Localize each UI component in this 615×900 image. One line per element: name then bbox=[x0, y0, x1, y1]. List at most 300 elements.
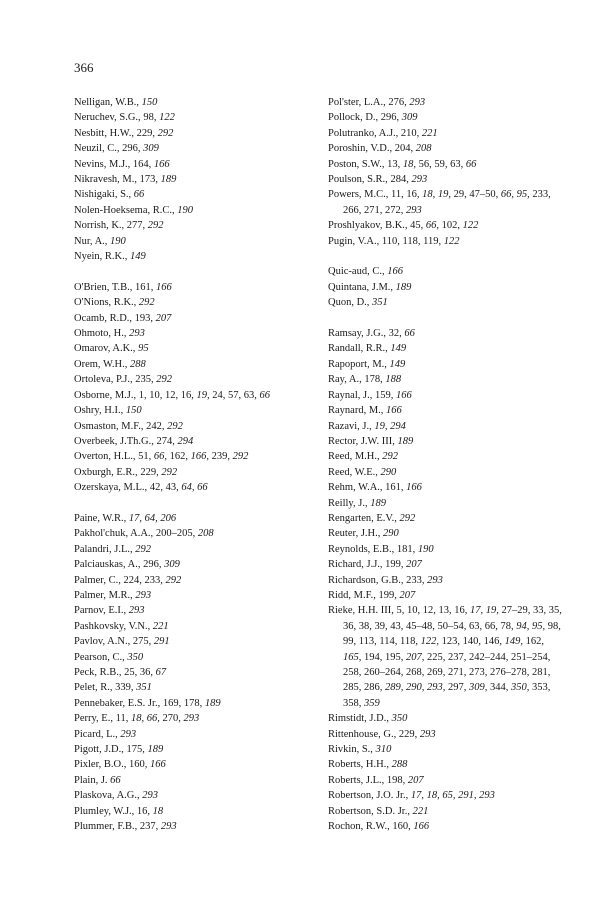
page-ref-italic: 292 bbox=[161, 466, 178, 478]
author-name: Pixler, B.O., bbox=[74, 759, 127, 771]
page-ref: 110, 118, 119, bbox=[381, 235, 442, 247]
index-entry bbox=[74, 680, 302, 695]
page-ref-italic: 190 bbox=[177, 204, 193, 216]
page-ref-italic: 18, bbox=[402, 158, 417, 170]
author-name: Neuzil, C., bbox=[74, 143, 120, 155]
page-ref-italic: 166 bbox=[413, 821, 430, 833]
page-ref: 123, 140, 146, bbox=[441, 636, 502, 648]
index-entry bbox=[74, 742, 302, 757]
page-ref-italic: 18, bbox=[130, 713, 145, 725]
index-entry bbox=[328, 496, 564, 511]
index-entry bbox=[74, 542, 302, 557]
page-ref: 98, 99, 113, 114, 118, bbox=[343, 620, 561, 648]
author-name: Oshry, H.I., bbox=[74, 405, 124, 417]
author-name: Plain, J. bbox=[74, 774, 108, 786]
author-name: Nyein, R.K., bbox=[74, 251, 128, 263]
page-ref-italic: 309 bbox=[401, 112, 418, 124]
page-ref: 25, 36, bbox=[124, 667, 154, 678]
page-ref: 51, bbox=[138, 451, 152, 463]
page-ref-italic: 292 bbox=[135, 543, 151, 555]
author-name: Rittenhouse, G., bbox=[328, 728, 397, 740]
index-entry bbox=[328, 126, 564, 141]
author-name: Quic-aud, C., bbox=[328, 266, 385, 278]
page-ref-italic: 166 bbox=[395, 389, 412, 401]
author-name: Polutranko, A.J., bbox=[328, 127, 399, 139]
page-ref-italic: 188 bbox=[385, 374, 402, 386]
author-name: Nevins, M.J., bbox=[74, 158, 131, 170]
index-entry bbox=[328, 557, 564, 572]
index-entry bbox=[328, 542, 564, 557]
index-entry bbox=[74, 634, 302, 649]
author-name: Reilly, J., bbox=[328, 497, 368, 509]
index-entry bbox=[328, 357, 564, 372]
index-entry bbox=[74, 403, 302, 418]
index-entry bbox=[74, 172, 302, 187]
author-name: Reed, W.E., bbox=[328, 466, 378, 478]
index-entry bbox=[74, 819, 302, 834]
index-entry bbox=[74, 557, 302, 572]
page-ref-italic: 189 bbox=[370, 497, 386, 509]
index-entry bbox=[328, 187, 564, 218]
page-ref: 199, bbox=[385, 559, 404, 571]
author-name: Reed, M.H., bbox=[328, 451, 380, 463]
index-entry bbox=[74, 218, 302, 233]
page-ref-italic: 293 bbox=[409, 97, 426, 108]
index-entry bbox=[74, 357, 302, 372]
author-name: Plummer, F.B., bbox=[74, 821, 138, 833]
page-ref-italic: 292 bbox=[165, 574, 182, 586]
page-ref-italic: 310 bbox=[375, 744, 392, 756]
page-ref-italic: 66, bbox=[153, 451, 168, 463]
section-gap bbox=[74, 496, 302, 511]
page-ref-italic: 189 bbox=[397, 435, 414, 447]
index-entry bbox=[74, 773, 302, 788]
author-name: Nikravesh, M., bbox=[74, 174, 137, 186]
index-entry bbox=[74, 295, 302, 310]
page-ref: 233, 266, 271, 272, bbox=[343, 189, 551, 216]
author-name: Raynard, M., bbox=[328, 405, 384, 417]
page-ref: 353, 358, bbox=[343, 682, 551, 709]
page-ref-italic: 95 bbox=[138, 343, 149, 355]
index-entry bbox=[328, 264, 564, 279]
page-ref-italic: 292 bbox=[138, 297, 155, 309]
page-ref: 277, bbox=[126, 220, 146, 232]
index-entry bbox=[74, 711, 302, 726]
index-entry bbox=[74, 157, 302, 172]
page-ref-italic: 17, 64, bbox=[128, 512, 158, 524]
page-ref-italic: 309 bbox=[143, 143, 159, 155]
page-ref-italic: 66, bbox=[146, 713, 160, 725]
index-entry bbox=[74, 588, 302, 603]
author-name: Overton, H.L., bbox=[74, 451, 136, 463]
author-name: Pennebaker, E.S. Jr., bbox=[74, 697, 161, 709]
page-ref: 237, bbox=[139, 821, 159, 833]
page-ref-italic: 292 bbox=[167, 420, 183, 432]
page-ref-italic: 293 bbox=[183, 713, 200, 725]
index-entry bbox=[328, 434, 564, 449]
author-name: Ortoleva, P.J., bbox=[74, 374, 133, 386]
index-entry bbox=[328, 757, 564, 772]
page-ref-italic: 350 bbox=[127, 651, 144, 663]
page-ref: 175, bbox=[126, 744, 145, 756]
page-ref: 161, bbox=[135, 281, 154, 293]
page-ref-italic: 207 bbox=[155, 312, 172, 324]
page-ref: 102, bbox=[441, 220, 461, 232]
page-ref-italic: 122 bbox=[159, 112, 175, 124]
author-name: Palmer, M.R., bbox=[74, 589, 133, 601]
index-entry bbox=[328, 295, 564, 310]
page-ref-italic: 293 bbox=[129, 328, 145, 340]
page-ref: 296, bbox=[380, 112, 400, 124]
author-name: Rengarten, E.V., bbox=[328, 512, 397, 524]
author-name: Ramsay, J.G., bbox=[328, 328, 386, 340]
page-ref-italic: 292 bbox=[232, 451, 249, 463]
page-ref-italic: 207 bbox=[399, 589, 416, 601]
index-entry bbox=[74, 110, 302, 125]
author-name: Pakhol'chuk, A.A., bbox=[74, 528, 154, 540]
index-entry bbox=[74, 650, 302, 665]
page-ref-italic: 294 bbox=[177, 435, 194, 447]
page-ref-italic: 207, bbox=[406, 651, 425, 663]
page-ref: 297, bbox=[448, 682, 467, 694]
index-entry bbox=[74, 234, 302, 249]
page-ref: 296, bbox=[143, 559, 162, 571]
page-ref-italic: 290 bbox=[383, 528, 399, 540]
index-entry bbox=[328, 773, 564, 788]
page-ref: 16, bbox=[136, 805, 151, 817]
index-entry bbox=[74, 573, 302, 588]
page-ref-italic: 64, 66 bbox=[181, 482, 208, 494]
page-ref-italic: 66 bbox=[259, 389, 270, 401]
index-entry bbox=[328, 465, 564, 480]
author-name: Parnov, E.I., bbox=[74, 605, 127, 617]
index-entry bbox=[328, 341, 564, 356]
page-ref: 27–29, 33, 35, 36, 38, 39, 43, 45–48, 50–54, 63, 66, 78, bbox=[343, 605, 562, 632]
page-ref-italic: 18 bbox=[152, 805, 164, 817]
page-ref-italic: 292 bbox=[157, 127, 174, 139]
index-entry bbox=[328, 819, 564, 834]
page-number: 366 bbox=[74, 60, 94, 75]
page-ref: 162, bbox=[525, 636, 544, 648]
page-ref: 229, bbox=[136, 127, 155, 139]
page-ref-italic: 122, bbox=[420, 636, 439, 648]
index-entry bbox=[74, 203, 302, 218]
page-ref-italic: 293 bbox=[142, 790, 158, 802]
author-name: Ridd, M.F., bbox=[328, 589, 376, 601]
author-name: O'Brien, T.B., bbox=[74, 281, 133, 293]
author-name: Nur, A., bbox=[74, 235, 108, 247]
index-entry bbox=[328, 388, 564, 403]
index-entry bbox=[328, 141, 564, 156]
section-gap bbox=[328, 311, 564, 326]
index-entry bbox=[74, 665, 302, 680]
page-ref-italic: 165, bbox=[343, 651, 362, 663]
index-entry bbox=[74, 757, 302, 772]
author-name: Randall, R.R., bbox=[328, 343, 388, 355]
page-ref-italic: 150 bbox=[125, 405, 142, 417]
page-ref-italic: 290 bbox=[380, 466, 397, 478]
page-ref: 270, bbox=[162, 713, 181, 725]
page-ref-italic: 293 bbox=[427, 574, 443, 586]
page-ref: 204, bbox=[394, 143, 414, 155]
index-entry bbox=[74, 727, 302, 742]
index-entry bbox=[74, 388, 302, 403]
author-name: Peck, R.B., bbox=[74, 667, 122, 678]
page-ref-italic: 208 bbox=[197, 528, 214, 540]
index-entry bbox=[328, 419, 564, 434]
index-entry bbox=[328, 234, 564, 249]
author-name: Ray, A., bbox=[328, 374, 362, 386]
page-ref-italic: 293 bbox=[120, 728, 137, 740]
page-ref-italic: 166 bbox=[153, 158, 170, 170]
author-name: Nelligan, W.B., bbox=[74, 97, 140, 108]
page-ref-italic: 359 bbox=[364, 697, 380, 709]
page-ref-italic: 206 bbox=[160, 512, 177, 524]
page-ref-italic: 292 bbox=[382, 451, 398, 463]
page-ref: 5, 10, 12, 13, 16, bbox=[396, 605, 468, 617]
index-entry bbox=[328, 511, 564, 526]
page-ref-italic: 288 bbox=[130, 358, 146, 370]
page-ref-italic: 149 bbox=[130, 251, 146, 263]
page-ref: 173, bbox=[139, 174, 158, 186]
page-ref-italic: 189 bbox=[160, 174, 177, 186]
page-ref-italic: 94, 95, bbox=[516, 620, 546, 632]
index-entry bbox=[74, 619, 302, 634]
author-name: Osmaston, M.F., bbox=[74, 420, 144, 432]
author-name: Nesbitt, H.W., bbox=[74, 127, 134, 139]
index-entry bbox=[328, 588, 564, 603]
page-ref: 45, bbox=[410, 220, 424, 232]
index-entry bbox=[328, 788, 564, 803]
author-name: Reuter, J.H., bbox=[328, 528, 381, 540]
page-ref: 242, bbox=[146, 420, 165, 432]
page-ref-italic: 288 bbox=[391, 759, 408, 771]
page-ref-italic: 292 bbox=[156, 374, 172, 386]
author-name: Ohmoto, H., bbox=[74, 328, 127, 340]
index-entry bbox=[74, 326, 302, 341]
author-name: Osborne, M.J., bbox=[74, 389, 137, 401]
page-ref: 239, bbox=[211, 451, 231, 463]
author-name: Rimstidt, J.D., bbox=[328, 713, 389, 725]
author-name: Pollock, D., bbox=[328, 112, 379, 124]
page-ref: 296, bbox=[122, 143, 141, 155]
index-entry bbox=[74, 419, 302, 434]
page-ref-italic: 17, 18, 65, 291, 293 bbox=[410, 790, 495, 802]
page-ref-italic: 149 bbox=[389, 358, 406, 370]
page-ref-italic: 208 bbox=[415, 143, 432, 155]
page-ref-italic: 67 bbox=[155, 667, 167, 678]
author-name: Pashkovsky, V.N., bbox=[74, 620, 151, 632]
author-name: Pavlov, A.N., bbox=[74, 636, 131, 648]
index-entry bbox=[74, 449, 302, 464]
author-name: Pigott, J.D., bbox=[74, 744, 124, 756]
page-ref: 32, bbox=[388, 328, 402, 340]
page-ref-italic: 19, 294 bbox=[374, 420, 406, 432]
page-ref-italic: 293 bbox=[419, 728, 436, 740]
page-ref-italic: 293 bbox=[128, 605, 145, 617]
page-ref: 275, bbox=[132, 636, 152, 648]
page-ref-italic: 207 bbox=[407, 774, 424, 786]
author-name: Nishigaki, S., bbox=[74, 189, 132, 201]
author-name: Paine, W.R., bbox=[74, 512, 127, 524]
index-entry bbox=[328, 172, 564, 187]
author-name: Richardson, G.B., bbox=[328, 574, 404, 586]
page-ref: 159, bbox=[374, 389, 394, 401]
author-name: Reynolds, E.B., bbox=[328, 543, 395, 555]
author-name: Plaskova, A.G., bbox=[74, 790, 140, 802]
page-ref-italic: 17, 19, bbox=[470, 605, 499, 617]
index-entry bbox=[74, 141, 302, 156]
page-ref-italic: 289, 290, 293, bbox=[385, 682, 446, 694]
page-ref: 224, 233, bbox=[123, 574, 163, 586]
index-entry bbox=[328, 603, 564, 711]
index-entry bbox=[328, 449, 564, 464]
page-ref-italic: 293 bbox=[135, 589, 152, 601]
page-ref-italic: 293 bbox=[406, 204, 422, 216]
page-ref: 194, 195, bbox=[364, 651, 404, 663]
index-entry bbox=[328, 480, 564, 495]
page-ref-italic: 351 bbox=[136, 682, 152, 694]
author-name: Norrish, K., bbox=[74, 220, 125, 232]
page-ref-italic: 150 bbox=[141, 97, 158, 108]
page-ref-italic: 166 bbox=[150, 759, 166, 771]
page-ref: 56, 59, 63, bbox=[418, 158, 464, 170]
index-entry bbox=[328, 326, 564, 341]
page-ref: 276, bbox=[388, 97, 407, 108]
author-name: Powers, M.C., bbox=[328, 189, 389, 201]
page-ref-italic: 166 bbox=[406, 482, 422, 494]
page-ref: 160, bbox=[392, 821, 411, 833]
page-ref: 210, bbox=[400, 127, 420, 139]
page-ref: 233, bbox=[406, 574, 425, 586]
author-name: Rector, J.W. III, bbox=[328, 435, 395, 447]
index-entry bbox=[74, 187, 302, 202]
page-ref-italic: 66 bbox=[133, 189, 145, 201]
author-name: Raynal, J., bbox=[328, 389, 373, 401]
page-ref-italic: 292 bbox=[147, 220, 164, 232]
page-ref: 274, bbox=[156, 435, 175, 447]
page-ref-italic: 166 bbox=[387, 266, 403, 278]
page-ref-italic: 207 bbox=[406, 559, 422, 571]
index-entry bbox=[328, 403, 564, 418]
index-entry bbox=[74, 341, 302, 356]
page-ref-italic: 66 bbox=[465, 158, 477, 170]
page-ref: 284, bbox=[390, 174, 409, 186]
page-ref: 344, bbox=[490, 682, 509, 694]
index-entry bbox=[328, 95, 564, 110]
author-name: O'Nions, R.K., bbox=[74, 297, 137, 309]
page-ref: 198, bbox=[386, 774, 406, 786]
index-column-right bbox=[328, 95, 564, 834]
page-ref-italic: 66 bbox=[110, 774, 121, 786]
page-ref-italic: 309, bbox=[469, 682, 488, 694]
page-ref-italic: 189 bbox=[204, 697, 221, 709]
page-ref-italic: 190 bbox=[110, 235, 126, 247]
author-name: Pearson, C., bbox=[74, 651, 125, 663]
index-entry bbox=[74, 434, 302, 449]
author-name: Poston, S.W., bbox=[328, 158, 385, 170]
author-name: Quon, D., bbox=[328, 297, 370, 309]
page-ref: 235, bbox=[135, 374, 154, 386]
author-name: Oxburgh, E.R., bbox=[74, 466, 138, 478]
index-entry bbox=[74, 804, 302, 819]
page-ref: 1, 10, 12, 16, bbox=[138, 389, 194, 401]
author-name: Robertson, J.O. Jr., bbox=[328, 790, 409, 802]
page-ref: 339, bbox=[115, 682, 134, 694]
page-ref: 24, 57, 63, bbox=[212, 389, 257, 401]
author-name: Picard, L., bbox=[74, 728, 118, 740]
page-ref-italic: 293 bbox=[160, 821, 177, 833]
author-name: Ocamb, R.D., bbox=[74, 312, 133, 324]
page-ref: 229, bbox=[140, 466, 159, 478]
author-name: Roberts, H.H., bbox=[328, 759, 389, 771]
index-entry bbox=[74, 372, 302, 387]
index-entry bbox=[328, 218, 564, 233]
author-name: Rochon, R.W., bbox=[328, 821, 390, 833]
page-ref-italic: 166 bbox=[386, 405, 402, 417]
page-ref-italic: 149 bbox=[390, 343, 407, 355]
index-entry bbox=[328, 711, 564, 726]
index-entry bbox=[74, 480, 302, 495]
index-entry bbox=[328, 157, 564, 172]
author-name: Rivkin, S., bbox=[328, 744, 373, 756]
page-ref: 162, bbox=[169, 451, 189, 463]
author-name: Pugin, V.A., bbox=[328, 235, 380, 247]
author-name: Overbeek, J.Th.G., bbox=[74, 435, 154, 447]
author-name: Nolen-Hoeksema, R.C., bbox=[74, 204, 175, 216]
page-ref-italic: 122 bbox=[443, 235, 460, 247]
author-name: Rieke, H.H. III, bbox=[328, 605, 394, 617]
index-entry bbox=[328, 573, 564, 588]
page-ref: 178, bbox=[364, 374, 383, 386]
page-ref: 169, 178, bbox=[162, 697, 203, 709]
page-ref-italic: 189 bbox=[395, 281, 412, 293]
page-ref-italic: 309 bbox=[164, 559, 180, 571]
author-name: Palciauskas, A., bbox=[74, 559, 141, 571]
page-ref-italic: 122 bbox=[462, 220, 479, 232]
page-ref-italic: 95, bbox=[516, 189, 530, 201]
index-entry bbox=[328, 804, 564, 819]
author-name: Pelet, R., bbox=[74, 682, 113, 694]
author-name: Perry, E., bbox=[74, 713, 113, 725]
index-entry bbox=[328, 526, 564, 541]
author-name: Ozerskaya, M.L., bbox=[74, 482, 148, 494]
index-entry bbox=[74, 511, 302, 526]
page-ref-italic: 292 bbox=[399, 512, 416, 524]
page-ref: 42, 43, bbox=[149, 482, 179, 494]
index-entry bbox=[74, 603, 302, 618]
author-name: Rapoport, M., bbox=[328, 358, 387, 370]
page-ref: 193, bbox=[134, 312, 154, 324]
page-ref-italic: 19, bbox=[196, 389, 210, 401]
page-ref: 13, bbox=[387, 158, 401, 170]
author-name: Plumley, W.J., bbox=[74, 805, 135, 817]
author-name: Robertson, S.D. Jr., bbox=[328, 805, 410, 817]
page-ref: 29, 47–50, bbox=[453, 189, 499, 201]
page-ref: 160, bbox=[129, 759, 148, 771]
author-name: Quintana, J.M., bbox=[328, 281, 394, 293]
index-entry bbox=[74, 526, 302, 541]
index-entry bbox=[74, 465, 302, 480]
page-ref-italic: 350 bbox=[391, 713, 408, 725]
page-ref-italic: 221 bbox=[412, 805, 429, 817]
index-entry bbox=[328, 372, 564, 387]
page-ref-italic: 66 bbox=[404, 328, 415, 340]
author-name: Palandri, J.L., bbox=[74, 543, 133, 555]
author-name: Rehm, W.A., bbox=[328, 482, 383, 494]
page-ref: 11, 16, bbox=[391, 189, 420, 201]
page-ref-italic: 351 bbox=[372, 297, 388, 309]
